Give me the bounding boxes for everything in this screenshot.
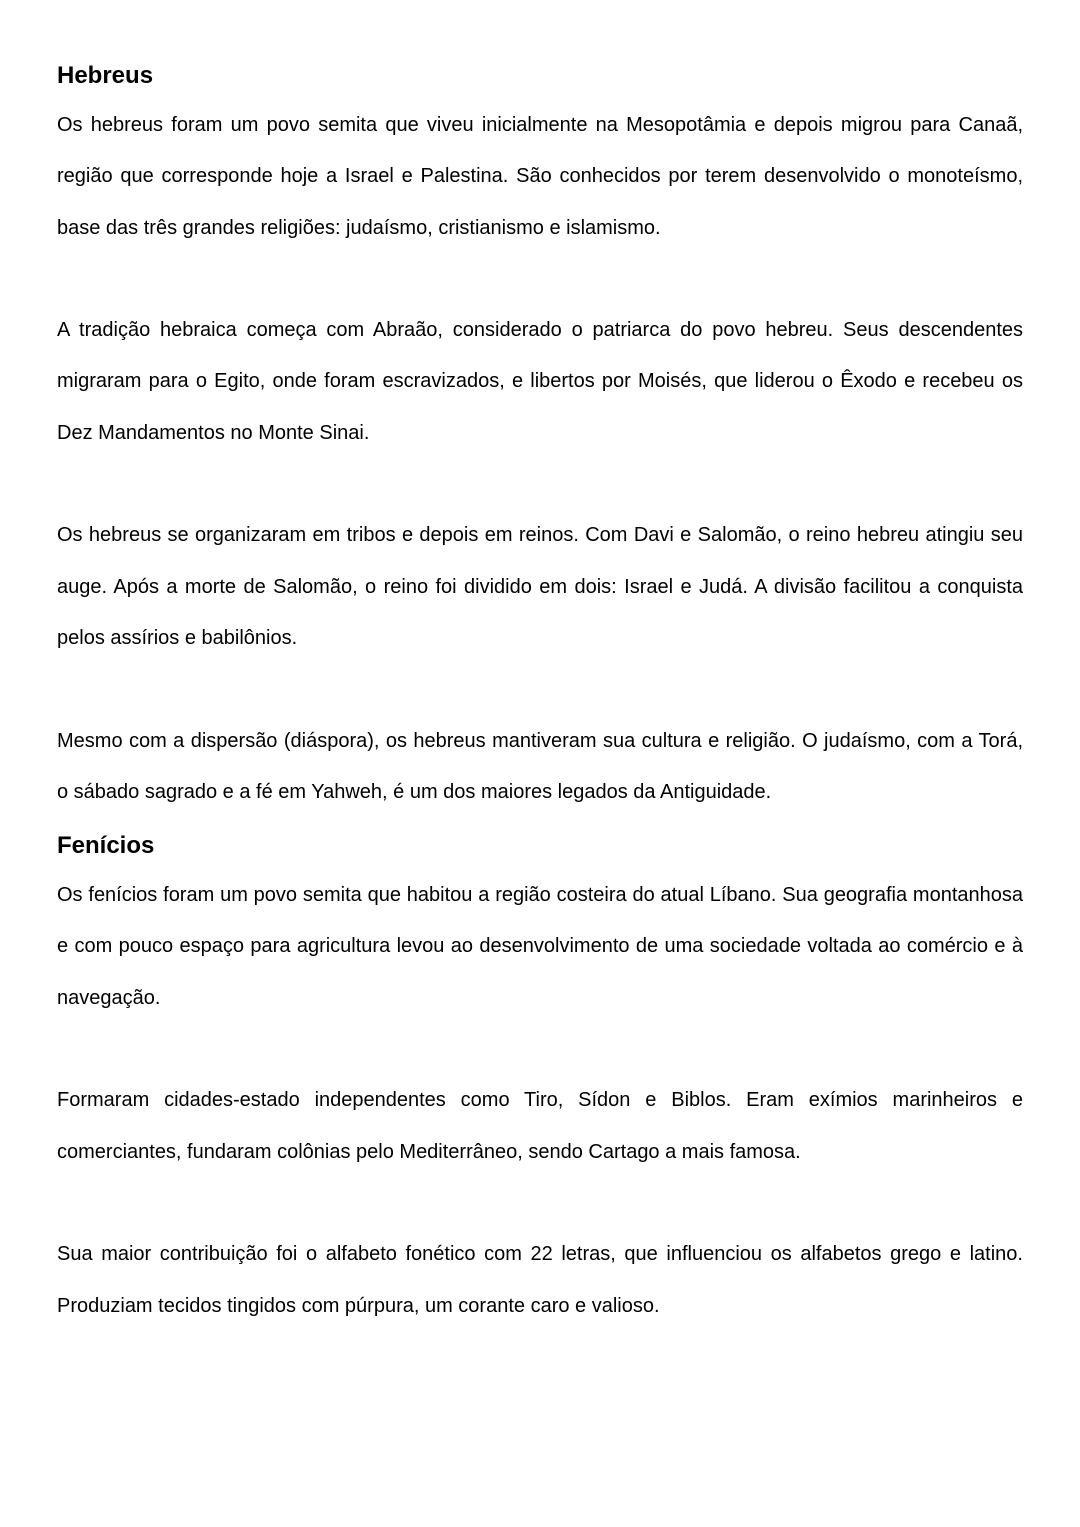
document-page	[57, 52, 1023, 1332]
section-title: Fenícios	[57, 832, 155, 860]
paragraph: Mesmo com a dispersão (diáspora), os hebreus mantiveram sua cultura e religião. O judaísmo, com a Torá, o sábado sagrado e a fé em Yahweh, é um dos maiores legados da Antiguidade.	[57, 729, 1023, 803]
paragraph: Os hebreus foram um povo semita que viveu inicialmente na Mesopotâmia e depois migrou para Canaã, região que corresponde hoje a Israel e Palestina. São conhecidos por terem desenvolvido o monoteísmo, base das três grandes religiões: judaísmo, cristianismo e islamismo.	[57, 114, 1023, 239]
paragraph: Os hebreus se organizaram em tribos e depois em reinos. Com Davi e Salomão, o reino hebreu atingiu seu auge. Após a morte de Salomão, o reino foi dividido em dois: Israel e Judá. A divisão facilitou a conquista pelos assírios e babilônios.	[57, 524, 1023, 649]
paragraph: A tradição hebraica começa com Abraão, considerado o patriarca do povo hebreu. Seus descendentes migraram para o Egito, onde foram escravizados, e libertos por Moisés, que liderou o Êxodo e recebeu os Dez Mandamentos no Monte Sinai.	[57, 319, 1023, 444]
paragraph: Os fenícios foram um povo semita que habitou a região costeira do atual Líbano. Sua geografia montanhosa e com pouco espaço para agricultura levou ao desenvolvimento de uma sociedade voltada ao comércio e à navegação.	[57, 884, 1023, 1009]
section-hebreus	[57, 52, 1023, 818]
paragraph: Sua maior contribuição foi o alfabeto fonético com 22 letras, que influenciou os alfabetos grego e latino. Produziam tecidos tingidos com púrpura, um corante caro e valioso.	[57, 1243, 1023, 1317]
section-fenicios	[57, 822, 1023, 1332]
paragraph: Formaram cidades-estado independentes como Tiro, Sídon e Biblos. Eram exímios marinheiros e comerciantes, fundaram colônias pelo Mediterrâneo, sendo Cartago a mais famosa.	[57, 1089, 1023, 1163]
section-title: Hebreus	[57, 62, 154, 89]
